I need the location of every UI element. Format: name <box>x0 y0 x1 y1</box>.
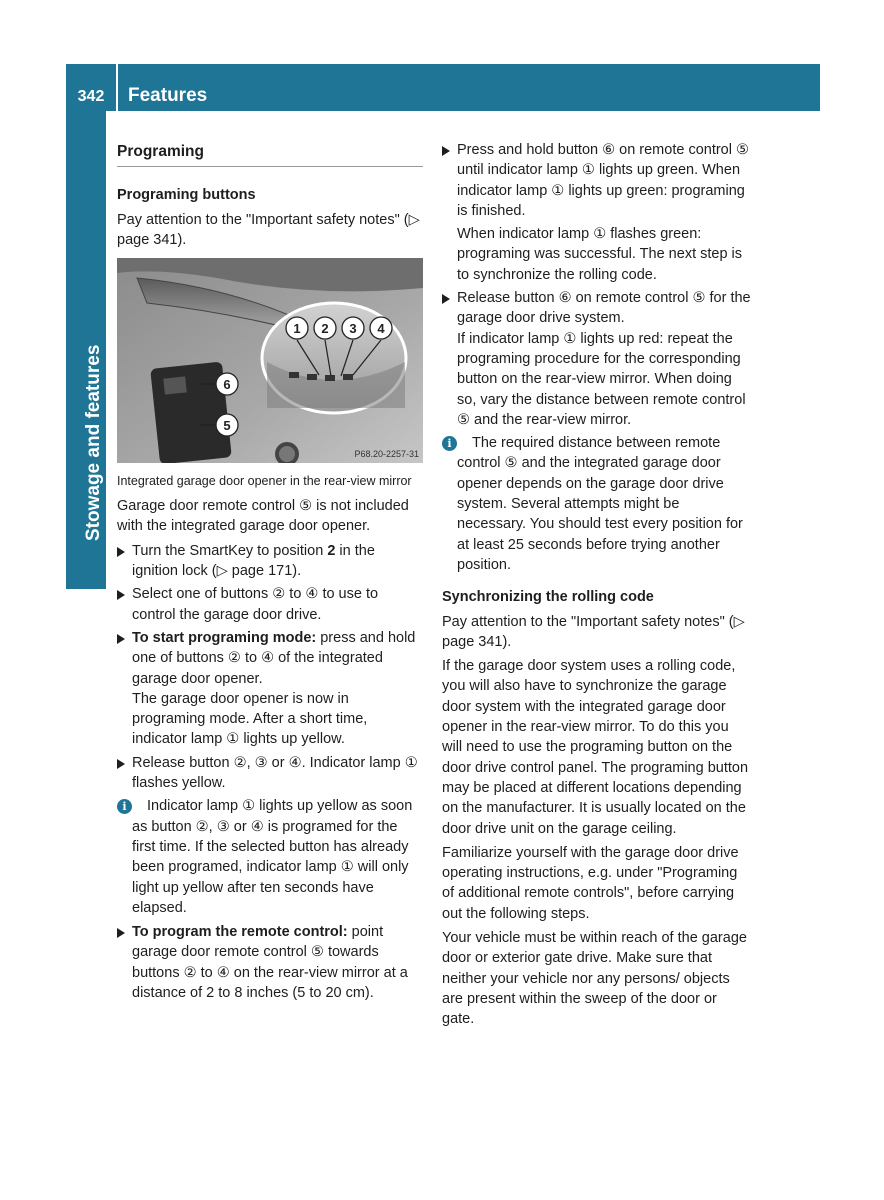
left-column <box>117 140 423 1006</box>
info-icon: i <box>117 799 132 814</box>
arrow-icon <box>117 634 125 644</box>
arrow-icon <box>117 928 125 938</box>
intro-paragraph: Pay attention to the "Important safety notes" (▷ page 341). <box>117 211 420 248</box>
info-note: i Indicator lamp ① lights up yellow as soon as button ②, ③ or ④ is programed for the first time. If the selected button has already been programed, indicator lamp ① will only light up yellow after ten seconds have elapsed. <box>117 796 423 918</box>
step-list-item: Select one of buttons ② to ④ to use to control the garage door drive. <box>117 584 423 625</box>
arrow-icon <box>117 759 125 769</box>
figure-code: P68.20-2257-31 <box>354 449 419 460</box>
arrow-icon <box>117 590 125 600</box>
mirror-illustration <box>117 258 423 463</box>
callout-6: 6 <box>223 377 231 393</box>
note-paragraph: Garage door remote control ⑤ is not included with the integrated garage door opener. <box>117 498 409 535</box>
section-title: Programing <box>117 140 423 167</box>
arrow-icon <box>117 547 125 557</box>
callout-2: 2 <box>321 321 329 337</box>
callout-3: 3 <box>349 321 357 337</box>
chapter-title: Features <box>128 85 208 106</box>
paragraph: If the garage door system uses a rolling code, you will also have to synchronize the garage door system with the integrated garage door opener in the rear-view mirror. To do this you will need to use the programing button on the door drive control panel. The programing button may be placed at different locations depending on the manufacturer. It is usually located on the door drive unit on the garage ceiling. <box>442 658 749 837</box>
subsection-title: Programing buttons <box>117 187 256 204</box>
paragraph: Your vehicle must be within reach of the garage door or exterior gate drive. Make sure that neither your vehicle nor any persons/ objects are present within the sweep of the door or gate. <box>442 929 747 1028</box>
side-tab-label: Stowage and features <box>83 344 104 541</box>
page-header <box>66 64 820 111</box>
callout-5: 5 <box>223 418 231 434</box>
header-divider <box>116 64 118 111</box>
side-tab <box>66 111 106 589</box>
callout-1: 1 <box>293 321 301 337</box>
right-column <box>442 140 752 1033</box>
step-list-item: To program the remote control: point garage door remote control ⑤ towards buttons ② to ④ on the rear-view mirror at a distance of 2 to 8 inches (5 to 20 cm). <box>117 922 423 1003</box>
step-list-item: To start programing mode: press and hold one of buttons ② to ④ of the integrated garage door opener. The garage door opener is now in programing mode. After a short time, indicator lamp ① lights up yellow. <box>117 628 423 750</box>
subsection-title: Synchronizing the rolling code <box>442 589 654 606</box>
paragraph: Familiarize yourself with the garage door drive operating instructions, e.g. under "Programing of additional remote controls", before carrying out the following steps. <box>442 844 739 922</box>
mirror-figure <box>117 258 423 463</box>
page-number: 342 <box>77 88 105 105</box>
step-list-item: Turn the SmartKey to position 2 in the ignition lock (▷ page 171). <box>117 541 423 582</box>
info-icon: i <box>442 436 457 451</box>
step-list-item: Press and hold button ⑥ on remote control ⑤ until indicator lamp ① lights up green. When indicator lamp ① lights up green: programing is finished. When indicator lamp ① flashes green: programing was successful. The next step is to synchronize the rolling code. <box>442 140 752 285</box>
arrow-icon <box>442 294 450 304</box>
figure-caption: Integrated garage door opener in the rear-view mirror <box>117 474 412 489</box>
step-list-item: Release button ②, ③ or ④. Indicator lamp ① flashes yellow. <box>117 753 423 794</box>
paragraph: Pay attention to the "Important safety notes" (▷ page 341). <box>442 613 745 650</box>
info-note: i The required distance between remote control ⑤ and the integrated garage door opener depends on the garage door drive system. Several attempts might be necessary. You should test every position for at least 25 seconds before trying another position. <box>442 433 752 575</box>
callout-4: 4 <box>377 321 385 337</box>
arrow-icon <box>442 146 450 156</box>
step-list-item: Release button ⑥ on remote control ⑤ for the garage door drive system. If indicator lamp ① lights up red: repeat the programing procedure for the corresponding button on the rear-view mirror. When doing so, vary the distance between remote control ⑤ and the rear-view mirror. <box>442 288 752 430</box>
